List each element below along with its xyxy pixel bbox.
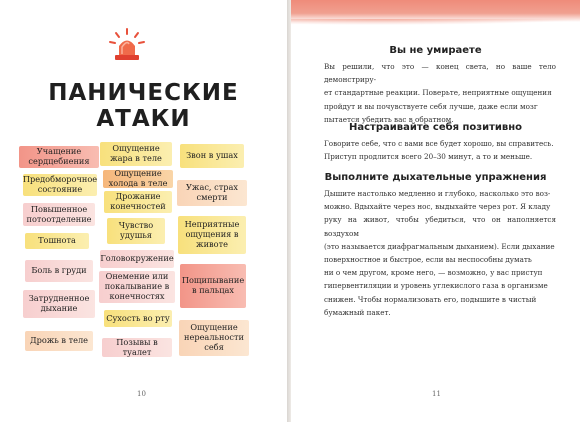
section-body-1	[324, 60, 556, 126]
symptom-item: Дрожь в теле	[25, 331, 93, 351]
text-line: Дышите настолько медленно и глубоко, насколько это воз-	[324, 189, 551, 198]
text-line: Вы решили, что это — конец света, но ваше тело демонстриру-	[324, 62, 556, 85]
text-line: гипервентиляции и уровень углекислого газа в организме	[324, 281, 548, 291]
symptom-item: Онемение или покалывание в конечностях	[99, 271, 175, 303]
symptom-item: Ощущение нереальности себя	[179, 320, 249, 356]
section-heading-3: Выполните дыхательные упражнения	[324, 172, 547, 183]
siren-icon	[108, 27, 146, 61]
symptom-item: Чувство удушья	[107, 218, 165, 244]
text-line: Говорите себе, что с вами все будет хорошо, вы справитесь.	[324, 139, 554, 148]
symptom-item: Повышенное потоотделение	[23, 203, 95, 226]
text-line: руку на живот, чтобы убедиться, что он наполняется воздухом	[324, 215, 556, 238]
text-line: ни о чем другом, кроме него, — возможно, у вас приступ	[324, 268, 543, 278]
symptom-item: Тошнота	[25, 233, 89, 249]
symptom-item: Дрожание конечностей	[104, 191, 172, 213]
symptom-item: Позывы в туалет	[102, 338, 172, 357]
text-line: ет стандартные реакции. Поверьте, неприятные ощущения	[324, 88, 552, 98]
text-line: снижен. Чтобы нормализовать его, подышите в чистый	[324, 294, 537, 304]
page-number-left: 10	[137, 390, 146, 398]
symptom-item: Головокружение	[100, 250, 174, 268]
text-line: пытается убедить вас в обратном.	[324, 114, 454, 124]
section-body-2	[324, 137, 556, 163]
symptom-item: Боль в груди	[25, 260, 93, 282]
symptom-item: Учащение сердцебиения	[19, 146, 99, 168]
text-line: бумажный пакет.	[324, 307, 391, 317]
text-line: можно. Вдыхайте через нос, выдыхайте через рот. Я кладу	[324, 202, 551, 212]
symptom-item: Ужас, страх смерти	[177, 180, 247, 206]
watercolor-band	[291, 0, 580, 22]
right-page	[291, 0, 580, 422]
symptom-item: Неприятные ощущения в животе	[178, 216, 246, 254]
text-line: Приступ продлится всего 20–30 минут, а то и меньше.	[324, 152, 533, 162]
section-body-3	[324, 187, 556, 319]
symptom-item: Звон в ушах	[180, 144, 244, 168]
section-heading-2: Настраивайте себя позитивно	[349, 122, 522, 133]
page-number-right: 11	[432, 390, 441, 398]
text-line: поверхностное и быстрое, если вы неспособны думать	[324, 255, 532, 265]
text-line: (это называется диафрагмальным дыханием). Если дыхание	[324, 241, 555, 251]
symptom-item: Ощущение холода в теле	[103, 170, 173, 188]
page-title-line2: АТАКИ	[96, 106, 191, 132]
symptom-item: Сухость во рту	[104, 310, 172, 327]
left-page	[0, 0, 287, 422]
symptom-item: Затрудненное дыхание	[23, 290, 95, 318]
symptom-item: Предобморочное состояние	[22, 174, 98, 194]
text-line: пройдут и вы почувствуете себя лучше, даже если мозг	[324, 101, 538, 111]
section-heading-1: Вы не умираете	[389, 45, 482, 56]
symptom-item: Ощущение жара в теле	[100, 142, 172, 166]
page-title-line1: ПАНИЧЕСКИЕ	[48, 80, 239, 106]
symptom-item: Пощипывание в пальцах	[180, 264, 246, 308]
